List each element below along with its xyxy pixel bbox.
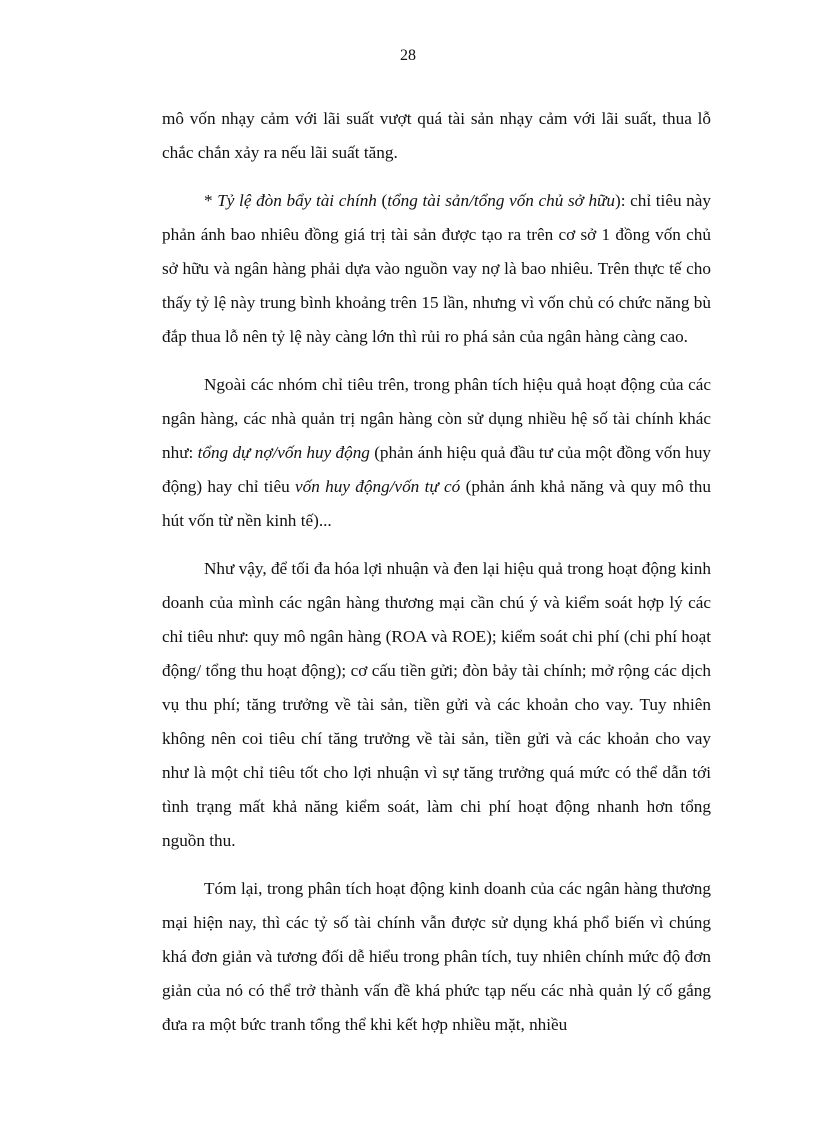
leverage-ratio-term: Tỷ lệ đòn bẩy tài chính [217,191,377,210]
paragraph-3-text-3: (phản ánh khả năng và quy mô thu hút vốn từ nền kinh tế)... [162,477,711,530]
paren-open: ( [376,191,388,210]
paragraph-3-text-1: Ngoài các nhóm chỉ tiêu trên, trong phân tích hiệu quả hoạt động của các ngân hàng, các nhà quản trị ngân hàng còn sử dụng nhiều hệ số tài chính khác như: [162,375,711,462]
paragraph-3-text-2: (phản ánh hiệu quả đầu tư của một đồng vốn huy động) hay chỉ tiêu [162,443,712,496]
bullet-marker: * [204,191,218,210]
paragraph-3 [162,368,711,538]
leverage-ratio-formula: tổng tài sản/tổng vốn chủ sở hữu [387,191,616,210]
paragraph-5: Tóm lại, trong phân tích hoạt động kinh doanh của các ngân hàng thương mại hiện nay, thì các tỷ số tài chính vẫn được sử dụng khá phổ biến vì chúng khá đơn giản và tương đối dễ hiểu trong phân tích, tuy nhiên chính mức độ đơn giản của nó có thể trở thành vấn đề khá phức tạp nếu các nhà quản lý cố gắng đưa ra một bức tranh tổng thể khi kết hợp nhiều mặt, nhiều [162,879,711,1034]
paragraph-4: Như vậy, để tối đa hóa lợi nhuận và đen lại hiệu quả trong hoạt động kinh doanh của mình các ngân hàng thương mại cần chú ý và kiểm soát hợp lý các chỉ tiêu như: quy mô ngân hàng (ROA và ROE); kiểm soát chi phí (chi phí hoạt động/ tổng thu hoạt động); cơ cấu tiền gửi; đòn bảy tài chính; mở rộng các dịch vụ thu phí; tăng trưởng về tài sản, tiền gửi và các khoản cho vay. Tuy nhiên không nên coi tiêu chí tăng trưởng về tài sản, tiền gửi và các khoản cho vay như là một chỉ tiêu tốt cho lợi nhuận vì sự tăng trưởng quá mức có thể dẫn tới tình trạng mất khả năng kiểm soát, làm chi phí hoạt động nhanh hơn tổng nguồn thu. [162,559,711,850]
loan-to-deposit-term: tổng dự nợ/vốn huy động [197,443,370,462]
paragraph-1: mô vốn nhạy cảm với lãi suất vượt quá tài sản nhạy cảm với lãi suất, thua lỗ chắc chắn xảy ra nếu lãi suất tăng. [162,109,711,162]
deposit-to-equity-term: vốn huy động/vốn tự có [295,477,461,496]
paragraph-2 [162,184,711,354]
paragraph-2-text: ): chỉ tiêu này phản ánh bao nhiêu đồng giá trị tài sản được tạo ra trên cơ sở 1 đồng vốn chủ sở hữu và ngân hàng phải dựa vào nguồn vay nợ là bao nhiêu. Trên thực tế cho thấy tỷ lệ này trung bình khoảng trên 15 lần, nhưng vì vốn chủ có chức năng bù đắp thua lỗ nên tỷ lệ này càng lớn thì rủi ro phá sản của ngân hàng càng cao. [162,191,711,346]
document-body [162,102,711,1056]
page-number: 28 [400,47,416,64]
